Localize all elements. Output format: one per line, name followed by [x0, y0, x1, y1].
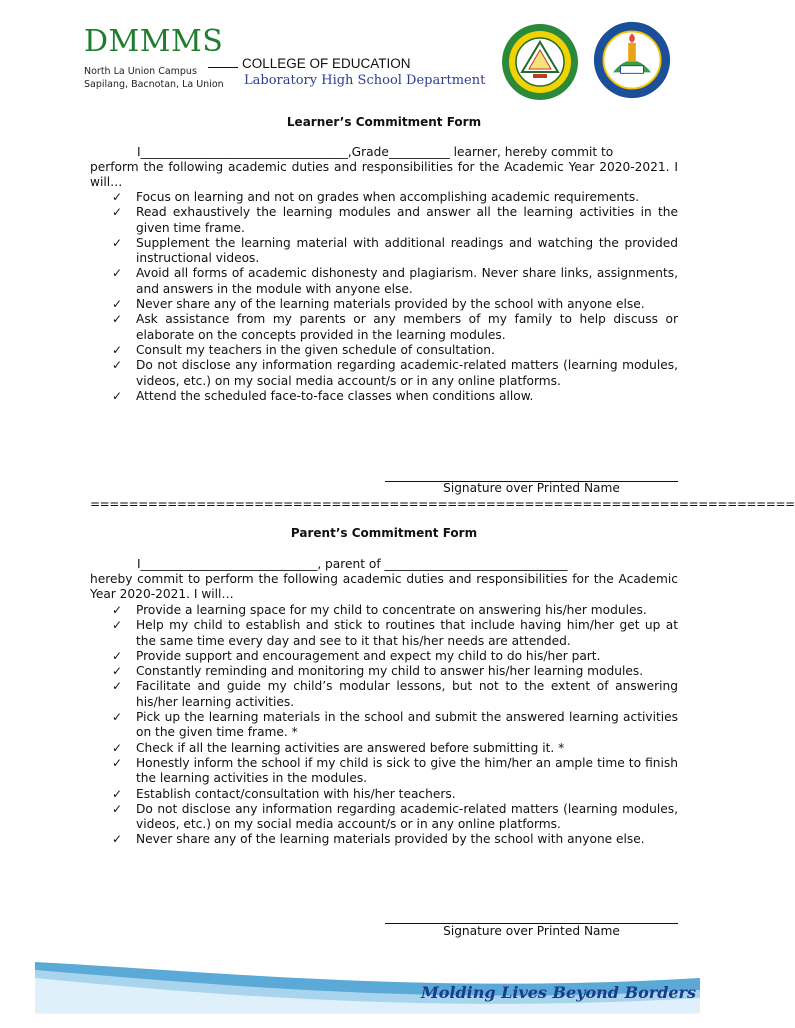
list-item-text: Help my child to establish and stick to routines that include having him/her get up at the same time every day and see to it that his/her needs are attended. — [136, 618, 678, 648]
list-item-text: Establish contact/consultation with his/her teachers. — [136, 786, 456, 801]
check-icon: ✓ — [112, 801, 123, 816]
list-item-text: Facilitate and guide my child’s modular lessons, but not to the extent of answering his/her learning activities. — [136, 679, 678, 709]
list-item-text: Avoid all forms of academic dishonesty and plagiarism. Never share links, assignments, and answers in the module with anyone else. — [136, 266, 678, 296]
parent-commit-line: I_____________________________, parent of ______________________________ — [137, 557, 568, 571]
parent-commit-intro: hereby commit to perform the following academic duties and responsibilities for the Academic Year 2020-2021. I will… — [90, 572, 678, 602]
learner-commit-intro: perform the following academic duties and responsibilities for the Academic Year 2020-2021. I will… — [90, 160, 678, 190]
campus-line-1: North La Union Campus — [84, 66, 197, 77]
list-item — [112, 787, 678, 802]
check-icon: ✓ — [112, 342, 123, 357]
school-logo-text: DMMMS — [84, 24, 224, 59]
parent-duties-list — [112, 603, 678, 848]
list-item — [112, 297, 678, 312]
list-item — [112, 710, 678, 741]
list-item — [112, 266, 678, 297]
parent-form-title: Parent’s Commitment Form — [290, 526, 478, 540]
list-item-text: Provide support and encouragement and expect my child to do his/her part. — [136, 648, 601, 663]
check-icon: ✓ — [112, 312, 123, 327]
learner-form-title: Learner’s Commitment Form — [286, 115, 482, 129]
list-item — [112, 649, 678, 664]
check-icon: ✓ — [112, 358, 123, 373]
college-name: COLLEGE OF EDUCATION — [242, 56, 411, 71]
check-icon: ✓ — [112, 648, 123, 663]
learner-commit-line: I__________________________________,Grade__________ learner, hereby commit to — [137, 145, 614, 159]
list-item — [112, 358, 678, 389]
list-item-text: Focus on learning and not on grades when accomplishing academic requirements. — [136, 190, 640, 204]
university-seal-icon — [500, 22, 580, 106]
section-divider: ========================================================================= — [90, 497, 795, 511]
check-icon: ✓ — [112, 388, 123, 403]
list-item-text: Supplement the learning material with additional readings and watching the provided instructional videos. — [136, 235, 678, 266]
list-item-text: Do not disclose any information regarding academic-related matters (learning modules, videos, etc.) on my social media account/s or in any online platforms. — [136, 801, 678, 832]
list-item — [112, 389, 678, 404]
list-item-text: Ask assistance from my parents or any members of my family to help discuss or elaborate on the concepts provided in the learning modules. — [136, 312, 678, 342]
check-icon: ✓ — [112, 190, 123, 204]
list-item — [112, 679, 678, 710]
campus-address — [84, 65, 224, 91]
list-item — [112, 664, 678, 679]
list-item-text: Provide a learning space for my child to concentrate on answering his/her modules. — [136, 603, 647, 617]
list-item — [112, 312, 678, 343]
list-item — [112, 190, 678, 205]
check-icon: ✓ — [112, 755, 123, 770]
list-item-text: Pick up the learning materials in the school and submit the answered learning activities on the given time frame. * — [136, 710, 678, 740]
list-item-text: Do not disclose any information regarding academic-related matters (learning modules, videos, etc.) on my social media account/s or in any online platforms. — [136, 358, 678, 388]
check-icon: ✓ — [112, 235, 123, 250]
list-item — [112, 603, 678, 618]
check-icon: ✓ — [112, 266, 123, 281]
list-item — [112, 756, 678, 787]
check-icon: ✓ — [112, 205, 123, 220]
list-item — [112, 802, 678, 833]
footer-motto: Molding Lives Beyond Borders — [421, 983, 696, 1002]
learner-signature-label: Signature over Printed Name — [443, 481, 620, 495]
check-icon: ✓ — [112, 710, 123, 725]
check-icon: ✓ — [112, 740, 123, 755]
list-item — [112, 236, 678, 267]
learner-duties-list — [112, 190, 678, 404]
campus-line-2: Sapilang, Bacnotan, La Union — [84, 79, 224, 90]
list-item — [112, 741, 678, 756]
list-item — [112, 618, 678, 649]
list-item-text: Consult my teachers in the given schedule of consultation. — [136, 342, 495, 357]
list-item-text: Attend the scheduled face-to-face classes when conditions allow. — [136, 388, 534, 403]
check-icon: ✓ — [112, 832, 123, 847]
department-name: Laboratory High School Department — [244, 73, 486, 88]
check-icon: ✓ — [112, 603, 123, 617]
check-icon: ✓ — [112, 297, 123, 312]
check-icon: ✓ — [112, 679, 123, 694]
list-item-text: Never share any of the learning materials provided by the school with anyone else. — [136, 832, 645, 847]
list-item-text: Honestly inform the school if my child is sick to give the him/her an ample time to finish the learning activities in the modules. — [136, 755, 678, 786]
college-of-education-seal-icon — [592, 20, 672, 104]
list-item-text: Read exhaustively the learning modules and answer all the learning activities in the given time frame. — [136, 205, 678, 235]
check-icon: ✓ — [112, 618, 123, 633]
list-item — [112, 832, 678, 847]
header-rule — [208, 67, 238, 68]
list-item-text: Constantly reminding and monitoring my child to answer his/her learning modules. — [136, 664, 644, 679]
list-item-text: Never share any of the learning materials provided by the school with anyone else. — [136, 297, 645, 312]
list-item — [112, 343, 678, 358]
list-item-text: Check if all the learning activities are answered before submitting it. * — [136, 740, 565, 755]
list-item — [112, 205, 678, 236]
check-icon: ✓ — [112, 664, 123, 679]
parent-signature-label: Signature over Printed Name — [443, 924, 620, 938]
check-icon: ✓ — [112, 786, 123, 801]
